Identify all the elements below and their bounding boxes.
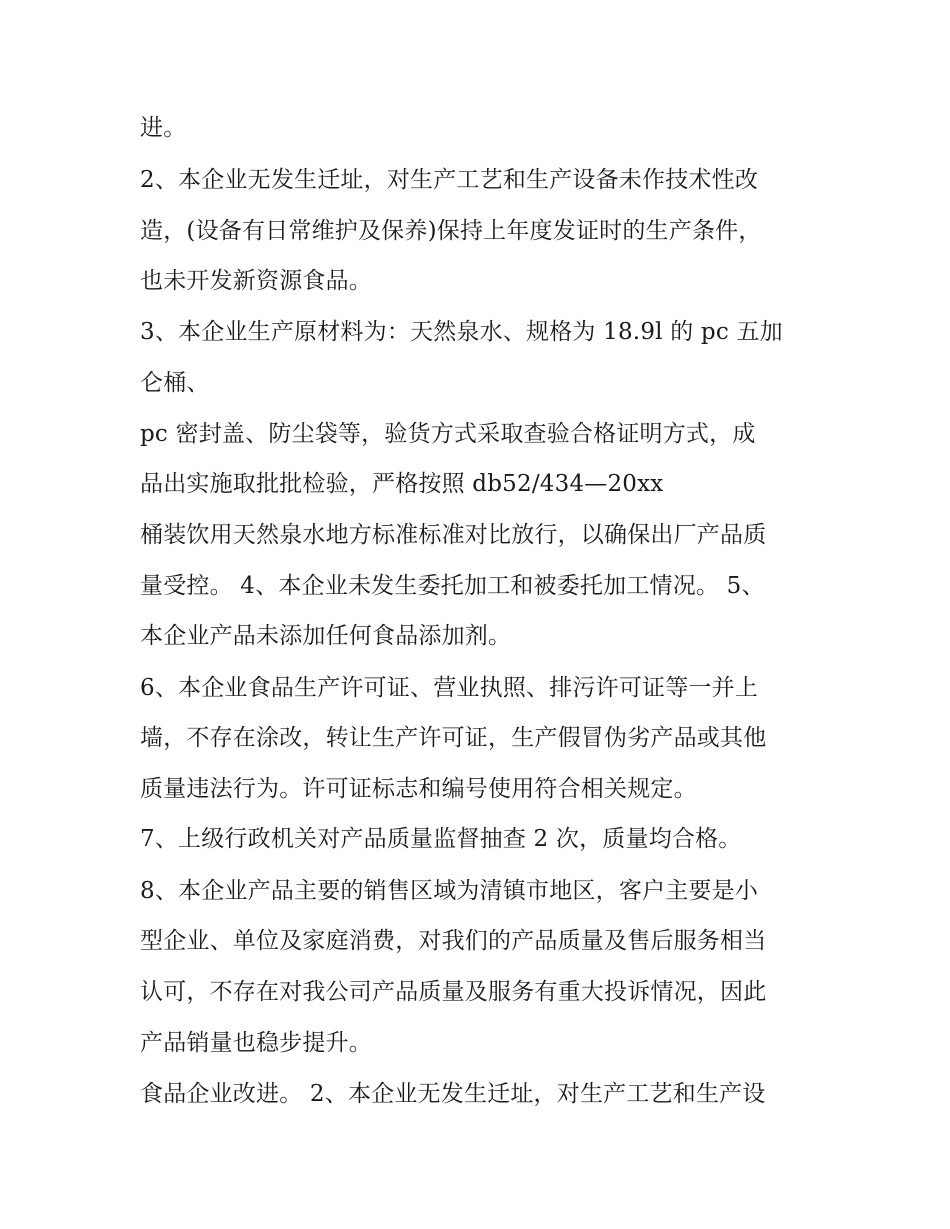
text-line: 也未开发新资源食品。 [140,268,372,294]
text-line: 食品企业改进。 2、本企业无发生迁址，对生产工艺和生产设 [140,1081,766,1107]
text-line: 桶装饮用天然泉水地方标准标准对比放行，以确保出厂产品质 [140,522,767,548]
text-line: 6、本企业食品生产许可证、营业执照、排污许可证等一并上 [140,675,759,701]
text-line: 本企业产品未添加任何食品添加剂。 [140,623,512,649]
text-line: 进。 [140,115,187,141]
text-line: 量受控。 4、本企业未发生委托加工和被委托加工情况。 5、 [140,573,765,599]
text-line: 仑桶、 [140,370,210,396]
text-line: 3、本企业生产原材料为：天然泉水、规格为 18.9l 的 pc 五加 [140,319,783,345]
text-line: 型企业、单位及家庭消费，对我们的产品质量及售后服务相当 [140,928,767,954]
text-line: 2、本企业无发生迁址，对生产工艺和生产设备未作技术性改 [140,167,759,193]
text-line: 8、本企业产品主要的销售区域为清镇市地区，客户主要是小 [140,878,759,904]
text-line: 7、上级行政机关对产品质量监督抽查 2 次，质量均合格。 [140,826,742,852]
text-line: 质量违法行为。许可证标志和编号使用符合相关规定。 [140,776,697,802]
text-line: 墙，不存在涂改，转让生产许可证，生产假冒伪劣产品或其他 [140,725,767,751]
text-line: 造，(设备有日常维护及保养)保持上年度发证时的生产条件， [140,218,762,244]
text-line: pc 密封盖、防尘袋等，验货方式采取查验合格证明方式，成 [140,421,756,447]
text-line: 产品销量也稳步提升。 [140,1030,372,1056]
text-line: 品出实施取批批检验，严格按照 db52/434—20xx [140,471,664,497]
text-line: 认可，不存在对我公司产品质量及服务有重大投诉情况，因此 [140,979,767,1005]
